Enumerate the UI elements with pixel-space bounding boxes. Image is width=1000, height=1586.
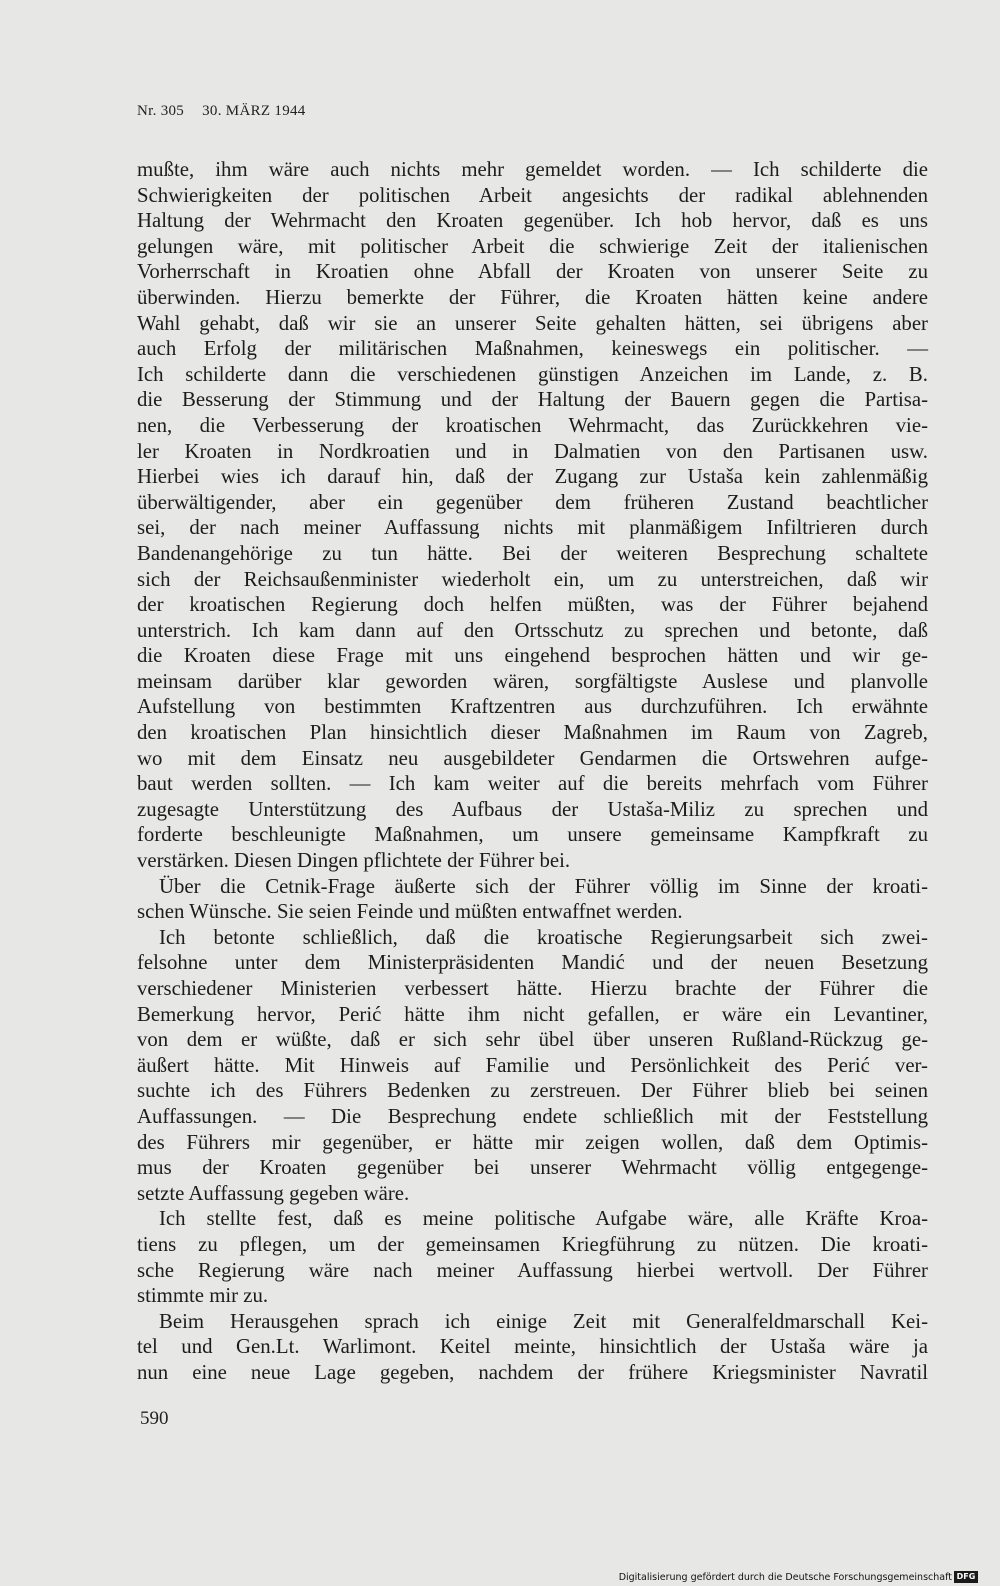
text-line: Ich stellte fest, daß es meine politische Aufgabe wäre, alle Kräfte Kroa- xyxy=(159,1207,928,1231)
text-line: Wahl gehabt, daß wir sie an unserer Seite gehalten hätten, sei übrigens aber xyxy=(137,311,928,335)
text-line: überwinden. Hierzu bemerkte der Führer, die Kroaten hätten keine andere xyxy=(137,285,928,309)
running-header xyxy=(137,103,306,120)
text-line: felsohne unter dem Ministerpräsidenten Mandić und der neuen Besetzung xyxy=(137,951,928,975)
text-line: sche Regierung wäre nach meiner Auffassung hierbei wertvoll. Der Führer xyxy=(137,1258,928,1282)
text-line: auch Erfolg der militärischen Maßnahmen, keineswegs ein politischer. — xyxy=(137,337,928,361)
text-line: Bemerkung hervor, Perić hätte ihm nicht gefallen, er wäre ein Levantiner, xyxy=(137,1002,928,1026)
text-line: Aufstellung von bestimmten Kraftzentren aus durchzuführen. Ich erwähnte xyxy=(137,695,928,719)
text-line: zugesagte Unterstützung des Aufbaus der Ustaša-Miliz zu sprechen und xyxy=(137,797,928,821)
text-line: mus der Kroaten gegenüber bei unserer Wehrmacht völlig entgegenge- xyxy=(137,1156,928,1180)
text-line: sich der Reichsaußenminister wiederholt ein, um zu unterstreichen, daß wir xyxy=(137,567,928,591)
text-line: den kroatischen Plan hinsichtlich dieser Maßnahmen im Raum von Zagreb, xyxy=(137,721,928,745)
text-line: die Besserung der Stimmung und der Haltung der Bauern gegen die Partisa- xyxy=(137,388,928,412)
text-line: tel und Gen.Lt. Warlimont. Keitel meinte, hinsichtlich der Ustaša wäre ja xyxy=(137,1335,928,1359)
text-line: Ich schilderte dann die verschiedenen günstigen Anzeichen im Lande, z. B. xyxy=(137,362,928,386)
text-line: unterstrich. Ich kam dann auf den Ortsschutz zu sprechen und betonte, daß xyxy=(137,618,928,642)
document-number: Nr. 305 xyxy=(137,103,185,119)
text-line: Beim Herausgehen sprach ich einige Zeit mit Generalfeldmarschall Kei- xyxy=(159,1309,928,1333)
text-line: nun eine neue Lage gegeben, nachdem der frühere Kriegsminister Navratil xyxy=(137,1360,928,1384)
text-line: Ich betonte schließlich, daß die kroatische Regierungsarbeit sich zwei- xyxy=(159,925,928,949)
text-line: Schwierigkeiten der politischen Arbeit angesichts der radikal ablehnenden xyxy=(137,183,928,207)
text-line: Haltung der Wehrmacht den Kroaten gegenüber. Ich hob hervor, daß es uns xyxy=(137,209,928,233)
text-line: des Führers mir gegenüber, er hätte mir zeigen wollen, daß dem Optimis- xyxy=(137,1130,928,1154)
text-line: die Kroaten diese Frage mit uns eingehend besprochen hätten und wir ge- xyxy=(137,644,928,668)
document-date: 30. MÄRZ 1944 xyxy=(202,103,306,119)
text-line: meinsam darüber klar geworden wären, sorgfältigste Auslese und planvolle xyxy=(137,669,928,693)
text-line: verstärken. Diesen Dingen pflichtete der Führer bei. xyxy=(137,849,571,873)
text-line: stimmte mir zu. xyxy=(137,1284,269,1308)
text-line: mußte, ihm wäre auch nichts mehr gemeldet worden. — Ich schilderte die xyxy=(137,158,928,181)
text-line: setzte Auffassung gegeben wäre. xyxy=(137,1181,410,1205)
digitization-credit: Digitalisierung gefördert durch die Deutsche Forschungsgemeinschaft xyxy=(618,1572,952,1583)
text-line: äußert hätte. Mit Hinweis auf Familie und Persönlichkeit des Perić ver- xyxy=(137,1053,928,1077)
text-line: forderte beschleunigte Maßnahmen, um unsere gemeinsame Kampfkraft zu xyxy=(137,823,928,847)
text-line: gelungen wäre, mit politischer Arbeit die schwierige Zeit der italienischen xyxy=(137,234,928,258)
text-line: schen Wünsche. Sie seien Feinde und müßten entwaffnet werden. xyxy=(137,900,683,924)
dfg-logo: DFG xyxy=(954,1571,978,1583)
body-text xyxy=(137,157,928,1386)
text-line: nen, die Verbesserung der kroatischen Wehrmacht, das Zurückkehren vie- xyxy=(137,413,928,437)
text-line: von dem er wüßte, daß er sich sehr übel über unseren Rußland-Rückzug ge- xyxy=(137,1028,928,1052)
text-line: Über die Cetnik-Frage äußerte sich der Führer völlig im Sinne der kroati- xyxy=(159,874,928,898)
text-line: tiens zu pflegen, um der gemeinsamen Kriegführung zu nützen. Die kroati- xyxy=(137,1232,928,1256)
text-line: baut werden sollten. — Ich kam weiter auf die bereits mehrfach vom Führer xyxy=(137,772,928,796)
text-line: Hierbei wies ich darauf hin, daß der Zugang zur Ustaša kein zahlenmäßig xyxy=(137,465,928,489)
text-line: suchte ich des Führers Bedenken zu zerstreuen. Der Führer blieb bei seinen xyxy=(137,1079,928,1103)
text-line: ler Kroaten in Nordkroatien und in Dalmatien von den Partisanen usw. xyxy=(137,439,928,463)
text-line: wo mit dem Einsatz neu ausgebildeter Gendarmen die Ortswehren aufge- xyxy=(137,746,928,770)
text-line: überwältigender, aber ein gegenüber dem früheren Zustand beachtlicher xyxy=(137,490,928,514)
text-line: der kroatischen Regierung doch helfen müßten, was der Führer bejahend xyxy=(137,593,928,617)
page-number: 590 xyxy=(140,1408,169,1429)
text-line: verschiedener Ministerien verbessert hätte. Hierzu brachte der Führer die xyxy=(137,977,928,1000)
text-line: Auffassungen. — Die Besprechung endete schließlich mit der Feststellung xyxy=(137,1104,928,1128)
text-line: sei, der nach meiner Auffassung nichts mit planmäßigem Infiltrieren durch xyxy=(137,516,928,540)
text-line: Bandenangehörige zu tun hätte. Bei der weiteren Besprechung schaltete xyxy=(137,541,928,565)
text-line: Vorherrschaft in Kroatien ohne Abfall der Kroaten von unserer Seite zu xyxy=(137,260,928,284)
